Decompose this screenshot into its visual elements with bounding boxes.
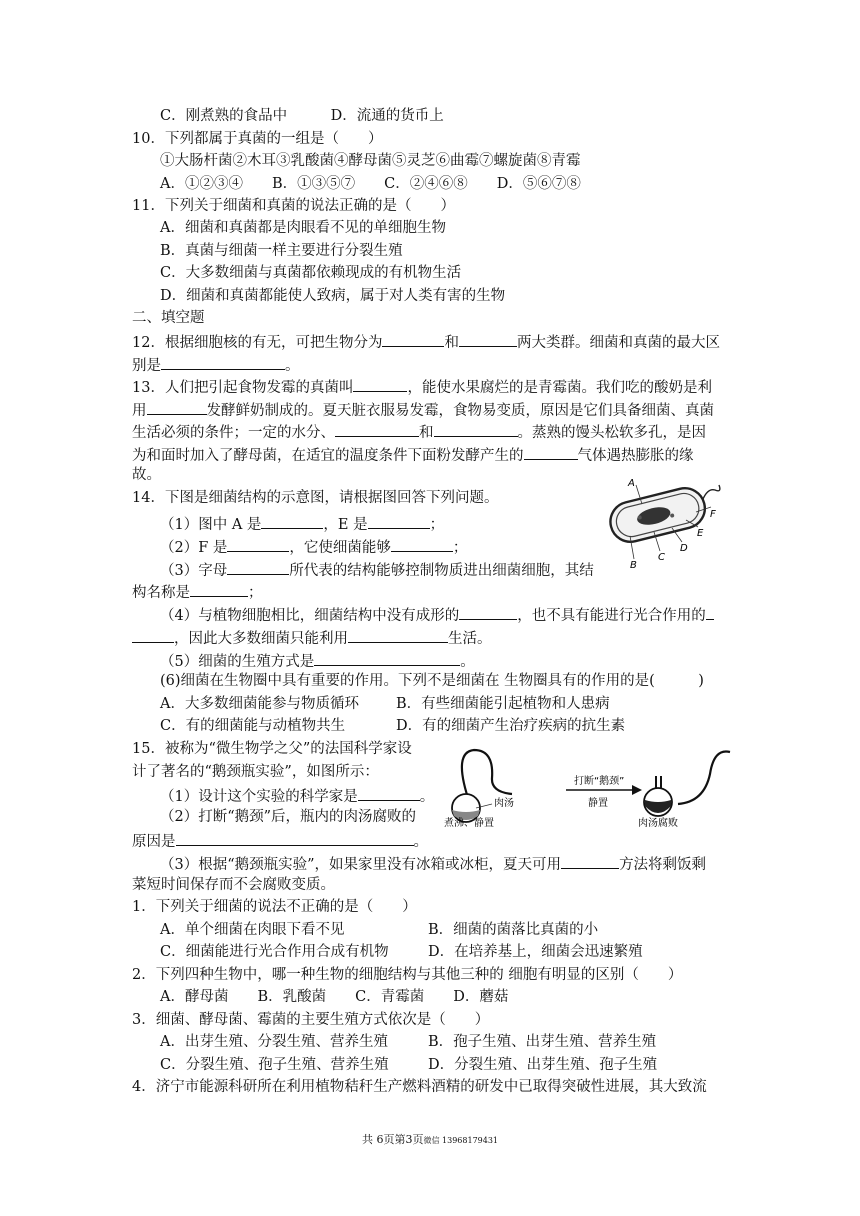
label-broth: 肉汤 <box>494 798 514 809</box>
answer-blank[interactable] <box>348 626 448 643</box>
answer-blank[interactable] <box>227 535 289 552</box>
answer-blank[interactable] <box>391 535 453 552</box>
answer-blank[interactable] <box>190 580 248 597</box>
text: ，因此大多数细菌只能利用 <box>174 631 348 647</box>
text: ，也不具有能进行光合作用的 <box>517 608 706 624</box>
question-11-stem: 11．下列关于细菌和真菌的说法正确的是（ ） <box>132 198 455 214</box>
text: 生活必须的条件；一定的水分、 <box>132 425 335 441</box>
question-14-part-4 <box>160 603 714 626</box>
label-rotten: 肉汤腐败 <box>638 818 678 829</box>
question-12-line-2 <box>132 353 300 376</box>
answer-blank[interactable] <box>335 420 419 437</box>
answer-blank[interactable] <box>561 852 619 869</box>
label-d: D <box>680 543 688 554</box>
label-c: C <box>658 552 665 563</box>
question-10-stem: 10．下列都属于真菌的一组是（ ） <box>132 131 383 147</box>
question-14-part-3 <box>160 558 594 581</box>
text: 发酵鲜奶制成的。夏天脏衣服易发霉，食物易变质，原因是它们具备细菌、真菌 <box>206 403 714 419</box>
label-f: F <box>710 509 716 520</box>
text: 。 <box>285 358 300 374</box>
answer-blank[interactable] <box>368 512 430 529</box>
question-15-line-1: 15．被称为“微生物学之父”的法国科学家设 <box>132 741 412 757</box>
text: 和 <box>444 335 459 351</box>
question-15-part-3 <box>160 852 706 875</box>
question-11-option-b: B．真菌与细菌一样主要进行分裂生殖 <box>160 243 403 259</box>
contact-note: 微信 13968179431 <box>423 1136 499 1145</box>
bacterium-diagram <box>598 474 726 570</box>
question-3-option-b: B．孢子生殖、出芽生殖、营养生殖 <box>428 1034 657 1050</box>
text: 所代表的结构能够控制物质进出细菌细胞，其结 <box>289 563 594 579</box>
text: ，它使细菌能够 <box>289 540 391 556</box>
question-15-part-2: （2）打断“鹅颈”后，瓶内的肉汤腐败的 <box>160 809 417 825</box>
question-15-part-1 <box>160 784 434 807</box>
question-15-part-3-cont: 菜短时间保存而不会腐败变质。 <box>132 877 335 893</box>
question-1-option-c: C．细菌能进行光合作用合成有机物 <box>160 944 389 960</box>
question-14-option-c: C．有的细菌能与动植物共生 <box>160 718 346 734</box>
question-14-part-4-cont <box>132 626 492 649</box>
question-12-line-1 <box>132 330 720 353</box>
question-14-option-a: A．大多数细菌能参与物质循环 <box>160 696 359 712</box>
question-15-part-2-cont <box>132 829 428 852</box>
text: ； <box>452 540 468 556</box>
answer-blank[interactable] <box>132 626 174 643</box>
label-b: B <box>630 560 637 570</box>
answer-blank[interactable] <box>261 512 323 529</box>
question-3-option-a: A．出芽生殖、分裂生殖、营养生殖 <box>160 1034 388 1050</box>
text: 。 <box>413 834 428 850</box>
question-13-line-1 <box>132 375 712 398</box>
question-1-option-d: D．在培养基上，细菌会迅速繁殖 <box>428 944 643 960</box>
question-1-stem: 1．下列关于细菌的说法不正确的是（ ） <box>132 899 417 915</box>
text: （4）与植物细胞相比，细菌结构中没有成形的 <box>160 608 460 624</box>
text: （3）根据“鹅颈瓶实验”，如果家里没有冰箱或冰柜，夏天可用 <box>160 857 562 873</box>
text: 和 <box>419 425 434 441</box>
option-line: C．刚煮熟的食品中 D．流通的货币上 <box>160 108 444 124</box>
text: 用 <box>132 403 147 419</box>
answer-blank[interactable] <box>706 603 714 620</box>
text: 原因是 <box>132 834 176 850</box>
question-10-items: ①大肠杆菌②木耳③乳酸菌④酵母菌⑤灵芝⑥曲霉⑦螺旋菌⑧青霉 <box>160 153 581 169</box>
text: 气体遇热膨胀的缘 <box>577 448 694 464</box>
question-11-option-d: D．细菌和真菌都能使人致病，属于对人类有害的生物 <box>160 288 506 304</box>
question-15-line-2: 计了著名的“鹅颈瓶实验”，如图所示： <box>132 764 379 780</box>
question-4-stem: 4．济宁市能源科研所在利用植物秸秆生产燃料酒精的研发中已取得突破性进展，其大致流 <box>132 1079 707 1095</box>
label-still: 静置 <box>588 798 608 809</box>
text: 13．人们把引起食物发霉的真菌叫 <box>132 380 354 396</box>
question-14-stem: 14．下图是细菌结构的示意图，请根据图回答下列问题。 <box>132 490 499 506</box>
text: 12．根据细胞核的有无，可把生物分为 <box>132 335 383 351</box>
text: 两大类群。细菌和真菌的最大区 <box>516 335 720 351</box>
text: 构名称是 <box>132 585 190 601</box>
answer-blank[interactable] <box>459 603 517 620</box>
text: 方法将剩饭剩 <box>619 857 707 873</box>
answer-blank[interactable] <box>524 443 578 460</box>
question-14-option-b: B．有些细菌能引起植物和人患病 <box>396 696 610 712</box>
text: （1）图中 A 是 <box>160 517 262 533</box>
answer-blank[interactable] <box>176 829 414 846</box>
text: （3）字母 <box>160 563 228 579</box>
question-11-option-c: C．大多数细菌与真菌都依赖现成的有机物生活 <box>160 265 462 281</box>
label-boil: 煮沸、静置 <box>444 818 494 829</box>
text: ； <box>429 517 445 533</box>
answer-blank[interactable] <box>147 398 207 415</box>
question-1-option-a: A．单个细菌在肉眼下看不见 <box>160 922 345 938</box>
question-14-part-6: (6)细菌在生物圈中具有重要的作用。下列不是细菌在 生物圈具有的作用的是( ) <box>160 673 704 689</box>
text: ，能使水果腐烂的是青霉菌。我们吃的酸奶是利 <box>407 380 712 396</box>
question-3-option-c: C．分裂生殖、孢子生殖、营养生殖 <box>160 1057 389 1073</box>
question-3-option-d: D．分裂生殖、出芽生殖、孢子生殖 <box>428 1057 658 1073</box>
swan-neck-flask-diagram <box>442 744 734 830</box>
text: （5）细菌的生殖方式是 <box>160 654 315 670</box>
question-14-part-1 <box>160 512 444 535</box>
answer-blank[interactable] <box>382 330 444 347</box>
page-footer <box>0 1131 860 1147</box>
label-e: E <box>697 528 704 539</box>
question-11-option-a: A．细菌和真菌都是肉眼看不见的单细胞生物 <box>160 220 446 236</box>
text: 别是 <box>132 358 161 374</box>
text: 。 <box>419 789 435 805</box>
label-break-neck: 打断“鹅颈” <box>574 776 625 787</box>
question-13-line-2 <box>132 398 714 421</box>
text: 。蒸熟的馒头松软多孔，是因 <box>517 425 706 441</box>
question-13-line-5: 故。 <box>132 467 161 483</box>
label-a: A <box>628 478 635 489</box>
answer-blank[interactable] <box>434 420 518 437</box>
text: ，E 是 <box>323 517 368 533</box>
question-14-part-3-cont <box>132 580 263 603</box>
answer-blank[interactable] <box>358 784 420 801</box>
answer-blank[interactable] <box>227 558 289 575</box>
question-2-stem: 2．下列四种生物中，哪一种生物的细胞结构与其他三种的 细胞有明显的区别（ ） <box>132 967 683 983</box>
question-14-part-5 <box>160 649 475 672</box>
page-number: 共 6页第3页 <box>361 1133 424 1146</box>
question-13-line-4 <box>132 443 694 466</box>
question-1-option-b: B．细菌的菌落比真菌的小 <box>428 922 599 938</box>
section-heading-fill-in: 二、填空题 <box>132 310 205 326</box>
text: （2）F 是 <box>160 540 228 556</box>
question-2-options: A．酵母菌 B．乳酸菌 C．青霉菌 D．蘑菇 <box>160 989 509 1005</box>
text: 。 <box>460 654 475 670</box>
answer-blank[interactable] <box>161 353 285 370</box>
question-10-options: A．①②③④ B．①③⑤⑦ C．②④⑥⑧ D．⑤⑥⑦⑧ <box>160 176 581 192</box>
question-14-option-d: D．有的细菌产生治疗疾病的抗生素 <box>396 718 626 734</box>
text: ； <box>248 585 263 601</box>
question-14-part-2 <box>160 535 467 558</box>
answer-blank[interactable] <box>353 375 407 392</box>
answer-blank[interactable] <box>459 330 517 347</box>
answer-blank[interactable] <box>314 649 460 666</box>
question-13-line-3 <box>132 420 706 443</box>
question-3-stem: 3．细菌、酵母菌、霉菌的主要生殖方式依次是（ ） <box>132 1012 490 1028</box>
text: 生活。 <box>448 631 492 647</box>
text: （1）设计这个实验的科学家是 <box>160 789 358 805</box>
text: 为和面时加入了酵母菌，在适宜的温度条件下面粉发酵产生的 <box>132 448 524 464</box>
